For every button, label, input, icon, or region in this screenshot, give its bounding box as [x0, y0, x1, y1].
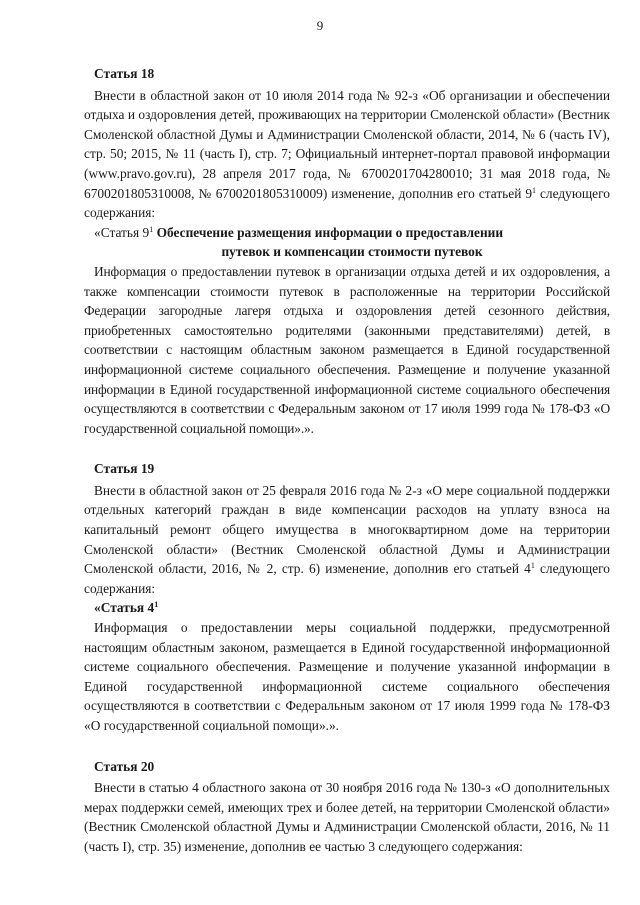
subarticle-prefix: «Статья 9: [94, 224, 150, 240]
superscript: 1: [154, 600, 159, 610]
article-18: [84, 64, 610, 438]
subarticle-title: [84, 223, 610, 243]
subarticle-body: Информация о предоставлении меры социальной поддержки, предусмотренной настоящим областным законом, размещается в Единой государственной информационной системе социального обеспечения. Размещение и получение указанной информации в Единой государственной информационной системе социального обеспечения осуществляются в соответствии с Федеральным законом от 17 июля 1999 года № 178-ФЗ «О государственной социальной помощи».».: [84, 620, 610, 733]
article-heading: Статья 19: [94, 461, 155, 477]
article-19: [84, 459, 610, 735]
subarticle-body: Информация о предоставлении путевок в организации отдыха детей и их оздоровления, а также компенсации стоимости путевок в расположенные на территории Российской Федерации загородные лагеря отдыха и оздоровления детей сезонного действия, приобретенных самостоятельно родителями (законными представителями) детей, в соответствии с настоящим областным законом размещается в Единой государственной информационной системе социального обеспечения. Размещение и получение указанной информации в Единой государственной информационной системе социального обеспечения осуществляются в соответствии с Федеральным законом от 17 июля 1999 года № 178-ФЗ «О государственной социальной помощи».».: [84, 263, 610, 436]
subarticle-title-continuation: путевок и компенсации стоимости путевок: [221, 244, 483, 260]
article-20: [84, 757, 610, 857]
article-intro: Внести в статью 4 областного закона от 30 ноября 2016 года № 130-з «О дополнительных мерах поддержки семей, имеющих трех и более детей, на территории Смоленской области» (Вестник Смоленской областной Думы и Администрации Смоленской области, 2016, № 11 (часть I), стр. 35) изменение, дополнив ее частью 3 следующего содержания:: [84, 780, 610, 854]
document-body: [84, 64, 610, 857]
superscript: 1: [149, 224, 154, 234]
intro-tail: следующего содержания:: [84, 561, 610, 596]
superscript: 1: [530, 561, 535, 571]
intro-text: Внести в областной закон от 25 февраля 2016 года № 2-з «О мере социальной поддержки отдельных категорий граждан в виде компенсации расходов на уплату взноса на капитальный ремонт общего имущества в многоквартирном доме на территории Смоленской области» (Вестник Смоленской областной Думы и Администрации Смоленской области, 2016, № 2, стр. 6) изменение, дополнив его статьей 4: [84, 482, 610, 577]
article-intro: [84, 86, 610, 223]
subarticle-prefix: «Статья 4: [94, 600, 155, 616]
article-heading: Статья 20: [94, 758, 155, 774]
subarticle-title: [84, 598, 610, 618]
superscript: 1: [532, 185, 537, 195]
page-number: 9: [316, 18, 324, 33]
article-heading: Статья 18: [94, 66, 155, 81]
article-intro: [84, 481, 610, 599]
intro-tail: следующего содержания:: [84, 185, 610, 221]
subarticle-title-text: Обеспечение размещения информации о предоставлении: [153, 224, 504, 240]
intro-text: Внести в областной закон от 10 июля 2014 года № 92-з «Об организации и обеспечении отдыха и оздоровления детей, проживающих на территории Смоленской области» (Вестник Смоленской областной Думы и Администрации Смоленской области, 2014, № 6 (часть IV), стр. 50; 2015, № 11 (часть I), стр. 7; Официальный интернет-портал правовой информации (www.pravo.gov.ru), 28 апреля 2017 года, № 6700201704280010; 31 мая 2018 года, № 6700201805310008, № 6700201805310009) изменение, дополнив его статьей 9: [84, 87, 610, 201]
